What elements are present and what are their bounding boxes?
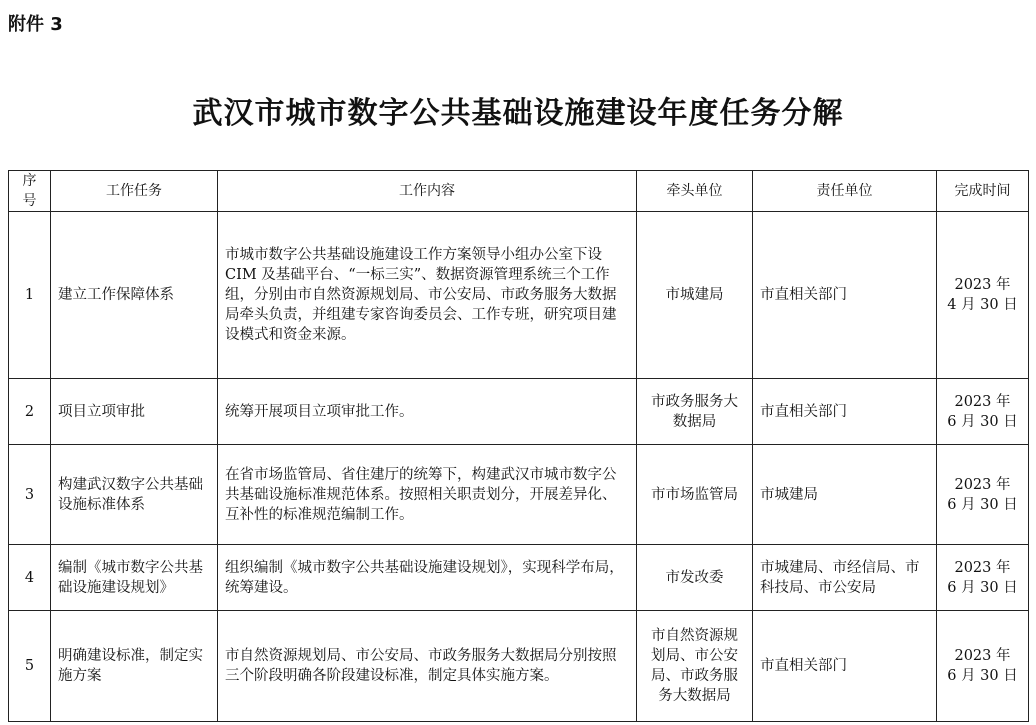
header-cell-number: 序号 [9, 171, 51, 212]
cell-responsible-unit: 市直相关部门 [753, 212, 937, 379]
cell-lead-unit: 市市场监管局 [637, 445, 753, 545]
cell-content: 组织编制《城市数字公共基础设施建设规划》，实现科学布局，统筹建设。 [218, 545, 637, 611]
cell-deadline [937, 545, 1029, 611]
cell-responsible-unit: 市直相关部门 [753, 611, 937, 722]
cell-number: 3 [9, 445, 51, 545]
deadline-date: 6 月 30 日 [947, 413, 1018, 430]
table-row [9, 379, 1029, 445]
cell-task: 明确建设标准，制定实施方案 [51, 611, 218, 722]
cell-number: 2 [9, 379, 51, 445]
header-cell-task: 工作任务 [51, 171, 218, 212]
table-row [9, 545, 1029, 611]
document-title: 武汉市城市数字公共基础设施建设年度任务分解 [192, 96, 844, 131]
cell-task: 编制《城市数字公共基础设施建设规划》 [51, 545, 218, 611]
cell-lead-unit: 市自然资源规划局、市公安局、市政务服务大数据局 [637, 611, 753, 722]
deadline-date: 6 月 30 日 [947, 579, 1018, 596]
deadline-year: 2023 年 [954, 559, 1011, 576]
header-cell-deadline: 完成时间 [937, 171, 1029, 212]
attachment-label: 附件 3 [8, 14, 63, 35]
cell-deadline [937, 379, 1029, 445]
cell-content: 统筹开展项目立项审批工作。 [218, 379, 637, 445]
header-cell-responsible-unit: 责任单位 [753, 171, 937, 212]
table-row [9, 611, 1029, 722]
cell-responsible-unit: 市城建局 [753, 445, 937, 545]
table-header-row [9, 171, 1029, 212]
cell-lead-unit: 市政务服务大数据局 [637, 379, 753, 445]
cell-task: 构建武汉数字公共基础设施标准体系 [51, 445, 218, 545]
cell-task: 项目立项审批 [51, 379, 218, 445]
table-row [9, 445, 1029, 545]
cell-lead-unit: 市发改委 [637, 545, 753, 611]
table-row [9, 212, 1029, 379]
header-cell-content: 工作内容 [218, 171, 637, 212]
deadline-year: 2023 年 [954, 476, 1011, 493]
deadline-date: 6 月 30 日 [947, 668, 1018, 684]
deadline-date: 4 月 30 日 [947, 297, 1018, 313]
cell-responsible-unit: 市直相关部门 [753, 379, 937, 445]
deadline-year: 2023 年 [954, 277, 1011, 293]
cell-number: 4 [9, 545, 51, 611]
cell-number: 5 [9, 611, 51, 722]
cell-deadline [937, 212, 1029, 379]
cell-number: 1 [9, 212, 51, 379]
deadline-year: 2023 年 [954, 393, 1011, 410]
task-table [8, 170, 1029, 722]
cell-lead-unit: 市城建局 [637, 212, 753, 379]
header-cell-lead-unit: 牵头单位 [637, 171, 753, 212]
cell-task: 建立工作保障体系 [51, 212, 218, 379]
cell-content: 市自然资源规划局、市公安局、市政务服务大数据局分别按照三个阶段明确各阶段建设标准，制定具体实施方案。 [218, 611, 637, 722]
deadline-date: 6 月 30 日 [947, 496, 1018, 513]
deadline-year: 2023 年 [954, 648, 1011, 664]
cell-content: 市城市数字公共基础设施建设工作方案领导小组办公室下设 CIM 及基础平台、“一标三实”、数据资源管理系统三个工作组，分别由市自然资源规划局、市公安局、市政务服务大数据局牵头负责，并组建专家咨询委员会、工作专班，研究项目建设模式和资金来源。 [218, 212, 637, 379]
cell-content: 在省市场监管局、省住建厅的统筹下，构建武汉市城市数字公共基础设施标准规范体系。按照相关职责划分，开展差异化、互补性的标准规范编制工作。 [218, 445, 637, 545]
cell-responsible-unit: 市城建局、市经信局、市科技局、市公安局 [753, 545, 937, 611]
cell-deadline [937, 611, 1029, 722]
cell-deadline [937, 445, 1029, 545]
